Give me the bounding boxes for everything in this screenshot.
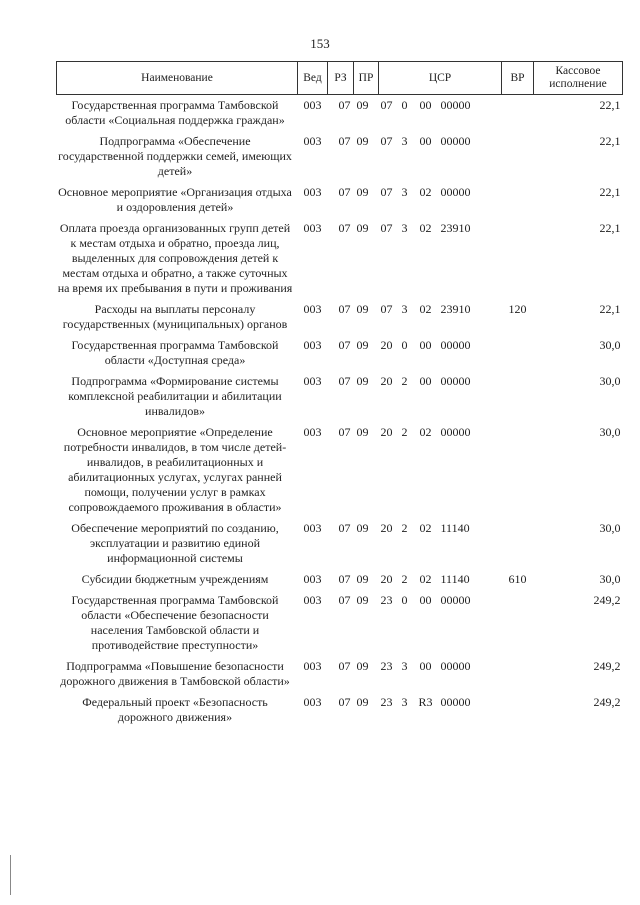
cell-ved: 003: [303, 425, 322, 439]
cell-pr: 09: [356, 338, 369, 352]
cell-vr: [502, 425, 534, 521]
csr-program: 07: [380, 302, 393, 316]
csr-program: 20: [380, 374, 393, 388]
cell-vr: [502, 374, 534, 425]
csr-program: 07: [380, 221, 393, 235]
cell-csr: [379, 338, 502, 374]
cell-name: Обеспечение мероприятий по созданию, эксплуатации и развитию единой информационной системы: [71, 521, 279, 565]
csr-subprogram: 2: [401, 572, 408, 586]
csr-subprogram: 0: [401, 593, 408, 607]
cell-rz: 07: [338, 302, 351, 316]
page-number: 153: [310, 36, 330, 51]
cell-ved: 003: [303, 134, 322, 148]
cell-rz: 07: [338, 572, 351, 586]
cell-name: Государственная программа Тамбовской области «Доступная среда»: [71, 338, 279, 367]
cell-vr: [502, 695, 534, 731]
cell-sum: 22,1: [599, 134, 621, 148]
cell-vr: [502, 95, 534, 135]
table-row: [57, 374, 623, 425]
csr-program: 20: [380, 521, 393, 535]
csr-direction: 00000: [440, 185, 471, 199]
cell-name: Федеральный проект «Безопасность дорожного движения»: [82, 695, 268, 724]
cell-vr: [502, 134, 534, 185]
cell-sum: 249,2: [593, 695, 621, 709]
csr-subprogram: 3: [401, 185, 408, 199]
cell-ved: 003: [303, 185, 322, 199]
cell-csr: [379, 425, 502, 521]
cell-vr: [502, 521, 534, 572]
cell-rz: 07: [338, 221, 351, 235]
cell-name: Основное мероприятие «Определение потребности инвалидов, в том числе детей-инвалидов, в реабилитационных и абилитационных услугах, услугах ранней помощи, получении услуг в рамках сопровождаемого проживания в области»: [63, 425, 287, 514]
csr-event: 02: [419, 302, 432, 316]
csr-direction: 00000: [440, 659, 471, 673]
table-row: [57, 521, 623, 572]
cell-ved: 003: [303, 659, 322, 673]
csr-subprogram: 0: [401, 338, 408, 352]
csr-subprogram: 3: [401, 659, 408, 673]
cell-rz: 07: [338, 134, 351, 148]
csr-program: 23: [380, 659, 393, 673]
cell-csr: [379, 185, 502, 221]
cell-ved: 003: [303, 98, 322, 112]
csr-program: 07: [380, 185, 393, 199]
cell-rz: 07: [338, 521, 351, 535]
table-row: [57, 95, 623, 135]
cell-name: Государственная программа Тамбовской области «Обеспечение безопасности населения Тамбовской области и противодействие преступности»: [71, 593, 279, 652]
table-row: [57, 572, 623, 593]
cell-rz: 07: [338, 98, 351, 112]
csr-subprogram: 3: [401, 134, 408, 148]
cell-sum: 30,0: [599, 425, 621, 439]
header-csr: ЦСР: [379, 62, 502, 95]
cell-name: Подпрограмма «Формирование системы комплексной реабилитации и абилитации инвалидов»: [68, 374, 282, 418]
csr-event: 02: [419, 221, 432, 235]
header-sum: Кассовое исполнение: [534, 62, 623, 95]
cell-name: Подпрограмма «Повышение безопасности дорожного движения в Тамбовской области»: [60, 659, 290, 688]
csr-direction: 23910: [440, 302, 471, 316]
cell-sum: 22,1: [599, 98, 621, 112]
cell-vr: [502, 185, 534, 221]
cell-rz: 07: [338, 185, 351, 199]
header-vr: ВР: [502, 62, 534, 95]
cell-csr: [379, 521, 502, 572]
cell-rz: 07: [338, 593, 351, 607]
csr-direction: 00000: [440, 134, 471, 148]
csr-event: 00: [419, 98, 432, 112]
cell-sum: 249,2: [593, 593, 621, 607]
cell-csr: [379, 95, 502, 135]
csr-direction: 00000: [440, 338, 471, 352]
csr-direction: 11140: [440, 572, 470, 586]
csr-direction: 11140: [440, 521, 470, 535]
cell-sum: 30,0: [599, 338, 621, 352]
cell-pr: 09: [356, 302, 369, 316]
cell-csr: [379, 302, 502, 338]
cell-rz: 07: [338, 338, 351, 352]
cell-pr: 09: [356, 572, 369, 586]
cell-rz: 07: [338, 374, 351, 388]
csr-subprogram: 2: [401, 374, 408, 388]
cell-vr: [502, 221, 534, 302]
cell-sum: 249,2: [593, 659, 621, 673]
table-row: [57, 134, 623, 185]
cell-ved: 003: [303, 374, 322, 388]
csr-event: 00: [419, 659, 432, 673]
scan-margin-mark: [10, 855, 11, 895]
cell-sum: 22,1: [599, 302, 621, 316]
table-row: [57, 185, 623, 221]
table-row: [57, 338, 623, 374]
cell-rz: 07: [338, 695, 351, 709]
csr-event: 02: [419, 425, 432, 439]
csr-event: 00: [419, 338, 432, 352]
csr-program: 23: [380, 593, 393, 607]
csr-event: 02: [419, 521, 432, 535]
cell-ved: 003: [303, 302, 322, 316]
csr-direction: 00000: [440, 98, 471, 112]
cell-name: Подпрограмма «Обеспечение государственной поддержки семей, имеющих детей»: [58, 134, 292, 178]
cell-pr: 09: [356, 593, 369, 607]
csr-event: 02: [419, 185, 432, 199]
csr-subprogram: 3: [401, 221, 408, 235]
header-ved: Вед: [298, 62, 328, 95]
cell-rz: 07: [338, 425, 351, 439]
cell-sum: 22,1: [599, 221, 621, 235]
cell-ved: 003: [303, 221, 322, 235]
cell-ved: 003: [303, 338, 322, 352]
table-header-row: [57, 62, 623, 95]
csr-program: 07: [380, 98, 393, 112]
csr-event: 00: [419, 374, 432, 388]
csr-subprogram: 3: [401, 302, 408, 316]
cell-csr: [379, 134, 502, 185]
cell-csr: [379, 572, 502, 593]
table-row: [57, 593, 623, 659]
csr-event: 02: [419, 572, 432, 586]
csr-direction: 00000: [440, 425, 471, 439]
csr-subprogram: 3: [401, 695, 408, 709]
cell-vr: [502, 593, 534, 659]
table-row: [57, 425, 623, 521]
cell-sum: 30,0: [599, 572, 621, 586]
csr-event: 00: [419, 134, 432, 148]
cell-pr: 09: [356, 98, 369, 112]
csr-program: 20: [380, 425, 393, 439]
header-pr: ПР: [354, 62, 379, 95]
header-rz: РЗ: [328, 62, 354, 95]
cell-pr: 09: [356, 134, 369, 148]
cell-sum: 30,0: [599, 521, 621, 535]
csr-subprogram: 2: [401, 425, 408, 439]
cell-vr: [502, 659, 534, 695]
cell-ved: 003: [303, 572, 322, 586]
csr-event: 00: [419, 593, 432, 607]
cell-pr: 09: [356, 374, 369, 388]
cell-csr: [379, 593, 502, 659]
cell-vr: [502, 338, 534, 374]
cell-rz: 07: [338, 659, 351, 673]
csr-subprogram: 0: [401, 98, 408, 112]
cell-name: Государственная программа Тамбовской области «Социальная поддержка граждан»: [65, 98, 285, 127]
table-row: [57, 302, 623, 338]
csr-direction: 23910: [440, 221, 471, 235]
cell-csr: [379, 221, 502, 302]
csr-direction: 00000: [440, 593, 471, 607]
cell-ved: 003: [303, 695, 322, 709]
cell-pr: 09: [356, 521, 369, 535]
cell-csr: [379, 695, 502, 731]
cell-pr: 09: [356, 221, 369, 235]
cell-csr: [379, 374, 502, 425]
header-name: Наименование: [57, 62, 298, 95]
table-row: [57, 221, 623, 302]
cell-ved: 003: [303, 593, 322, 607]
cell-name: Основное мероприятие «Организация отдыха и оздоровления детей»: [58, 185, 292, 214]
table-row: [57, 695, 623, 731]
csr-event: R3: [418, 695, 433, 709]
cell-sum: 30,0: [599, 374, 621, 388]
cell-csr: [379, 659, 502, 695]
csr-program: 23: [380, 695, 393, 709]
csr-subprogram: 2: [401, 521, 408, 535]
budget-table: [56, 61, 623, 731]
cell-name: Расходы на выплаты персоналу государственных (муниципальных) органов: [62, 302, 288, 331]
csr-direction: 00000: [440, 695, 471, 709]
cell-name: Оплата проезда организованных групп детей к местам отдыха и обратно, проезда лиц, выделенных для сопровождения детей к местам отдыха и обратно, а также суточных на время их пребывания в пути и проживания: [57, 221, 293, 295]
cell-sum: 22,1: [599, 185, 621, 199]
cell-vr: 610: [508, 572, 527, 586]
cell-pr: 09: [356, 659, 369, 673]
csr-program: 07: [380, 134, 393, 148]
cell-pr: 09: [356, 185, 369, 199]
csr-direction: 00000: [440, 374, 471, 388]
cell-name: Субсидии бюджетным учреждениям: [81, 572, 269, 586]
csr-program: 20: [380, 338, 393, 352]
cell-pr: 09: [356, 695, 369, 709]
table-row: [57, 659, 623, 695]
cell-pr: 09: [356, 425, 369, 439]
cell-ved: 003: [303, 521, 322, 535]
csr-program: 20: [380, 572, 393, 586]
cell-vr: 120: [508, 302, 527, 316]
